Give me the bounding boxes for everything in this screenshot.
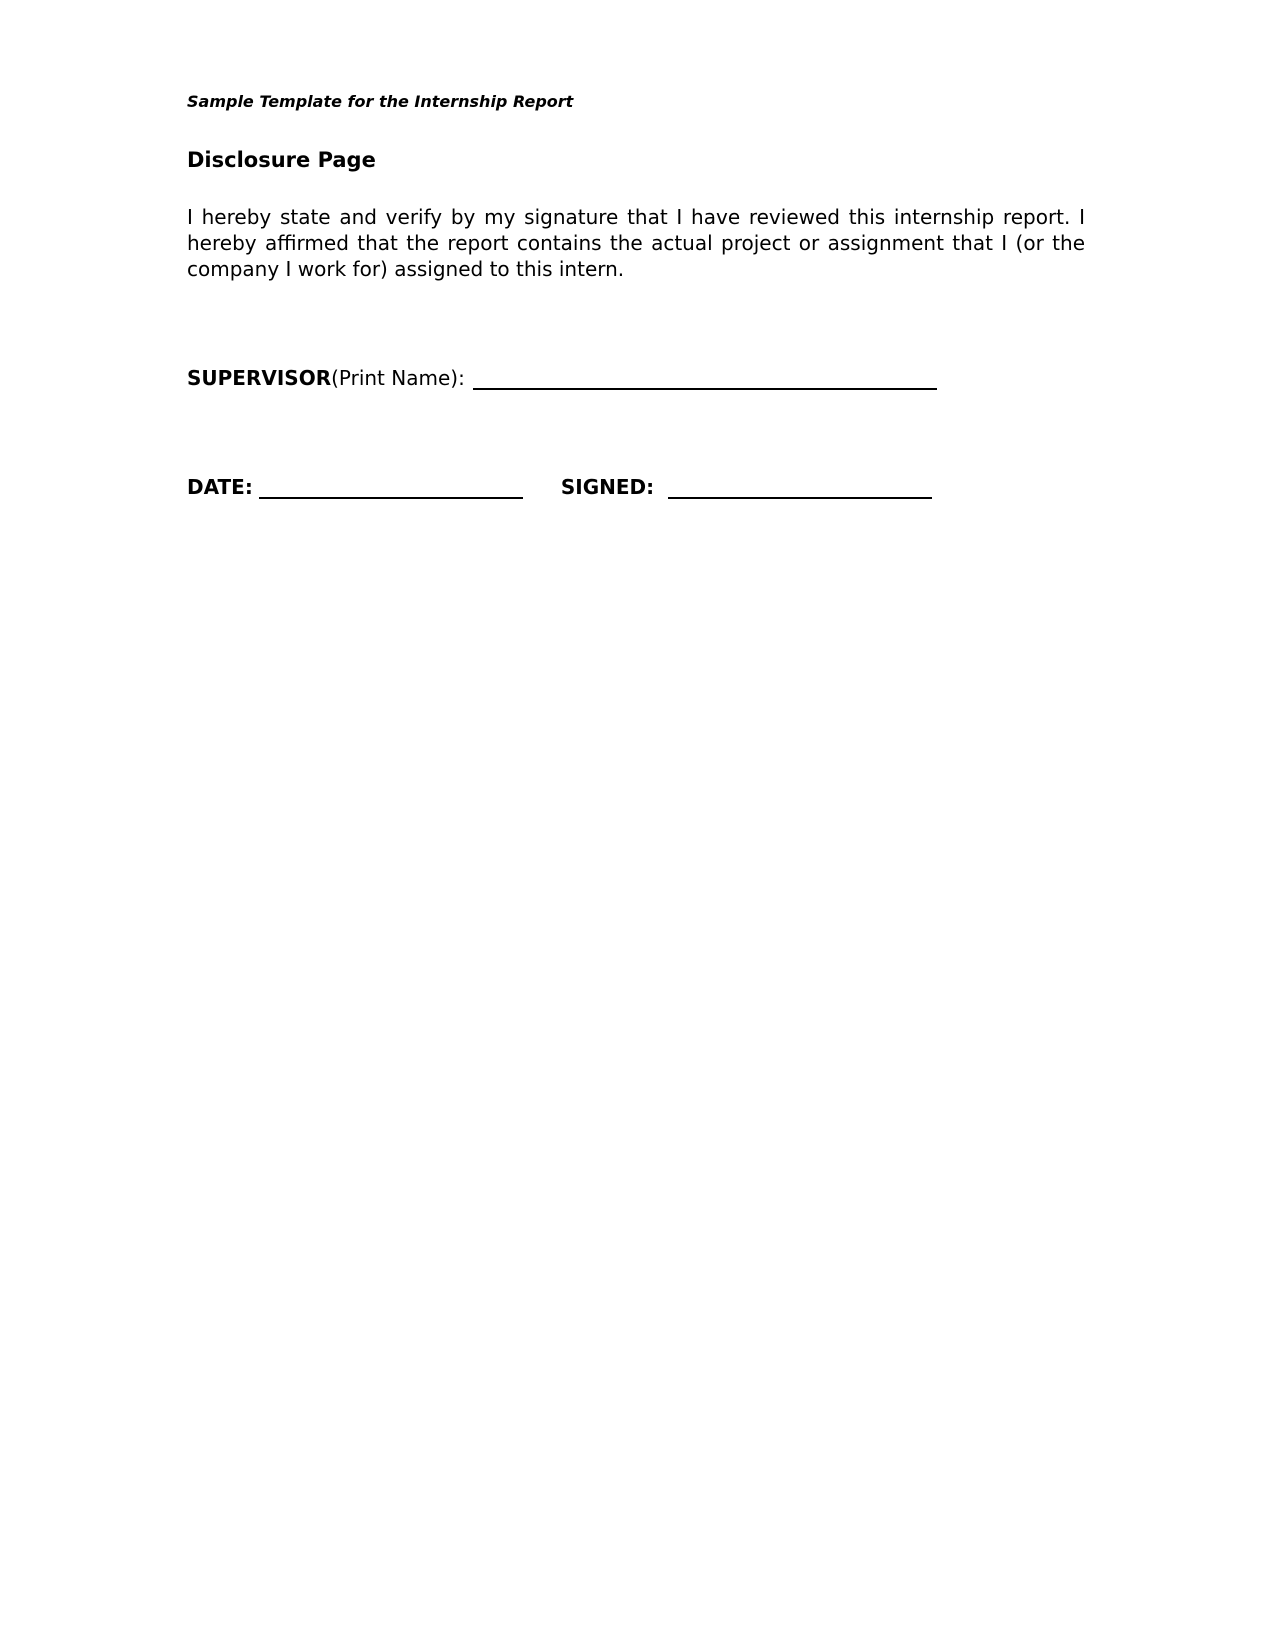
supervisor-name-line[interactable] <box>473 368 937 390</box>
disclosure-statement: I hereby state and verify by my signature that I have reviewed this internship report. I hereby affirmed that the report contains the actual project or assignment that I (or the company I work for) assigned to this intern. <box>187 205 1085 281</box>
page-title: Disclosure Page <box>187 148 376 172</box>
date-line[interactable] <box>259 477 523 499</box>
date-label: DATE: <box>187 475 253 499</box>
signed-label: SIGNED: <box>560 475 655 499</box>
supervisor-label: SUPERVISOR <box>187 366 332 390</box>
signature-line[interactable] <box>668 477 932 499</box>
date-signed-row <box>187 475 932 499</box>
header-note: Sample Template for the Internship Report <box>187 92 574 111</box>
print-name-label: (Print Name): <box>331 366 465 390</box>
supervisor-row <box>187 366 937 390</box>
